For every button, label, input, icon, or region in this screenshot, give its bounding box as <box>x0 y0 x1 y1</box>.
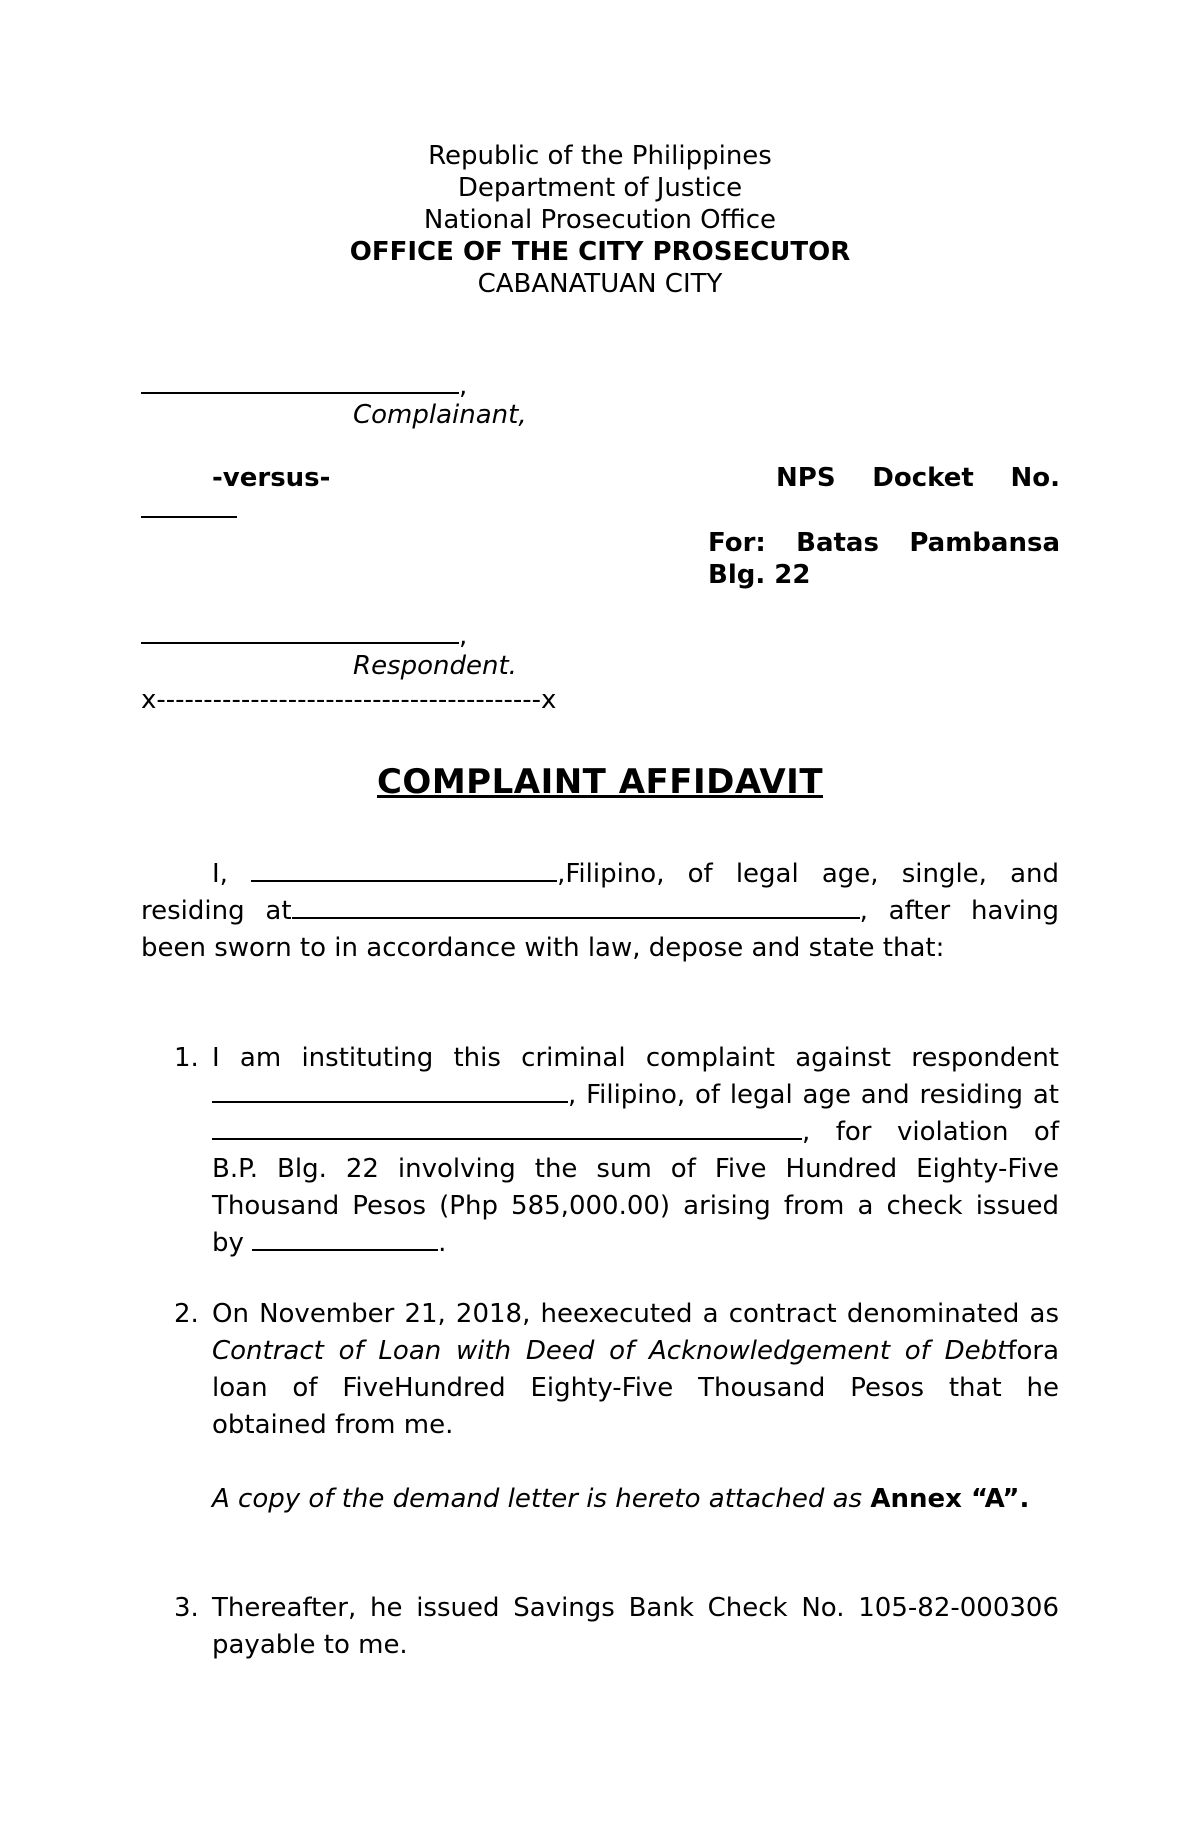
list-item-3 <box>141 1590 1059 1664</box>
versus-label: -versus- <box>212 463 331 493</box>
annex-italic-text: A copy of the demand letter is hereto attached as <box>212 1484 863 1514</box>
item1-text-b: , Filipino, of legal age and residing at <box>568 1080 1059 1110</box>
list-item-1 <box>141 1040 1059 1262</box>
header-city: CABANATUAN CITY <box>477 269 723 299</box>
list-item-2 <box>141 1296 1059 1444</box>
intro-part3: , after having been sworn to in accordance with law, depose and state that: <box>141 896 1059 963</box>
item1-text-d: . <box>438 1228 447 1258</box>
list-number-1: 1. <box>174 1043 199 1073</box>
intro-part1: I, <box>212 859 228 889</box>
item3-text-a: Thereafter, he issued Savings Bank Check No. 105-82-000306 payable to me. <box>212 1593 1059 1660</box>
annex-note <box>141 1481 1059 1518</box>
item2-text-a: On November 21, 2018, heexecuted a contract denominated as <box>212 1299 1059 1329</box>
intro-part2: ,Filipino, of legal age, single, and residing at <box>141 859 1059 926</box>
respondent-comma: , <box>459 621 468 651</box>
document-header <box>0 140 1200 300</box>
respondent-address-blank <box>212 1114 802 1140</box>
respondent-blank-line <box>141 618 459 644</box>
check-issuer-blank <box>252 1225 438 1251</box>
docket-label: NPS Docket No. <box>776 463 1060 493</box>
complainant-blank-line <box>141 368 459 394</box>
list-number-3: 3. <box>174 1593 199 1623</box>
affiant-address-blank <box>292 893 860 919</box>
header-office: National Prosecution Office <box>423 205 777 235</box>
intro-paragraph <box>141 856 1059 967</box>
complainant-block <box>141 368 481 401</box>
item2-contract-title: Contract of Loan with Deed of Acknowledgement of Debt <box>212 1336 1008 1366</box>
item2-text-b: fora loan of FiveHundred Eighty-Five Thousand Pesos that he obtained from me. <box>212 1336 1059 1440</box>
item1-text-c: , for violation of B.P. Blg. 22 involving the sum of Five Hundred Eighty-Five Thousand Pesos (Php 585,000.00) arising from a check issued by <box>212 1117 1059 1258</box>
affiant-name-blank <box>251 856 557 882</box>
header-department: Department of Justice <box>457 173 743 203</box>
list-number-2: 2. <box>174 1299 199 1329</box>
complainant-comma: , <box>459 371 468 401</box>
docket-number-blank <box>141 496 237 518</box>
document-title: COMPLAINT AFFIDAVIT <box>376 762 824 802</box>
respondent-label: Respondent. <box>353 651 517 681</box>
respondent-block <box>141 618 481 651</box>
item1-text-a: I am instituting this criminal complaint against respondent <box>212 1043 1059 1073</box>
complainant-label: Complainant, <box>353 400 527 430</box>
annex-label: Annex “A”. <box>870 1484 1030 1514</box>
caption-separator: x-----------------------------------------x <box>141 685 557 715</box>
respondent-name-blank <box>212 1077 568 1103</box>
offense-label: For: Batas Pambansa Blg. 22 <box>708 528 1060 590</box>
header-prosecutor: OFFICE OF THE CITY PROSECUTOR <box>349 237 851 267</box>
header-republic: Republic of the Philippines <box>428 141 772 171</box>
